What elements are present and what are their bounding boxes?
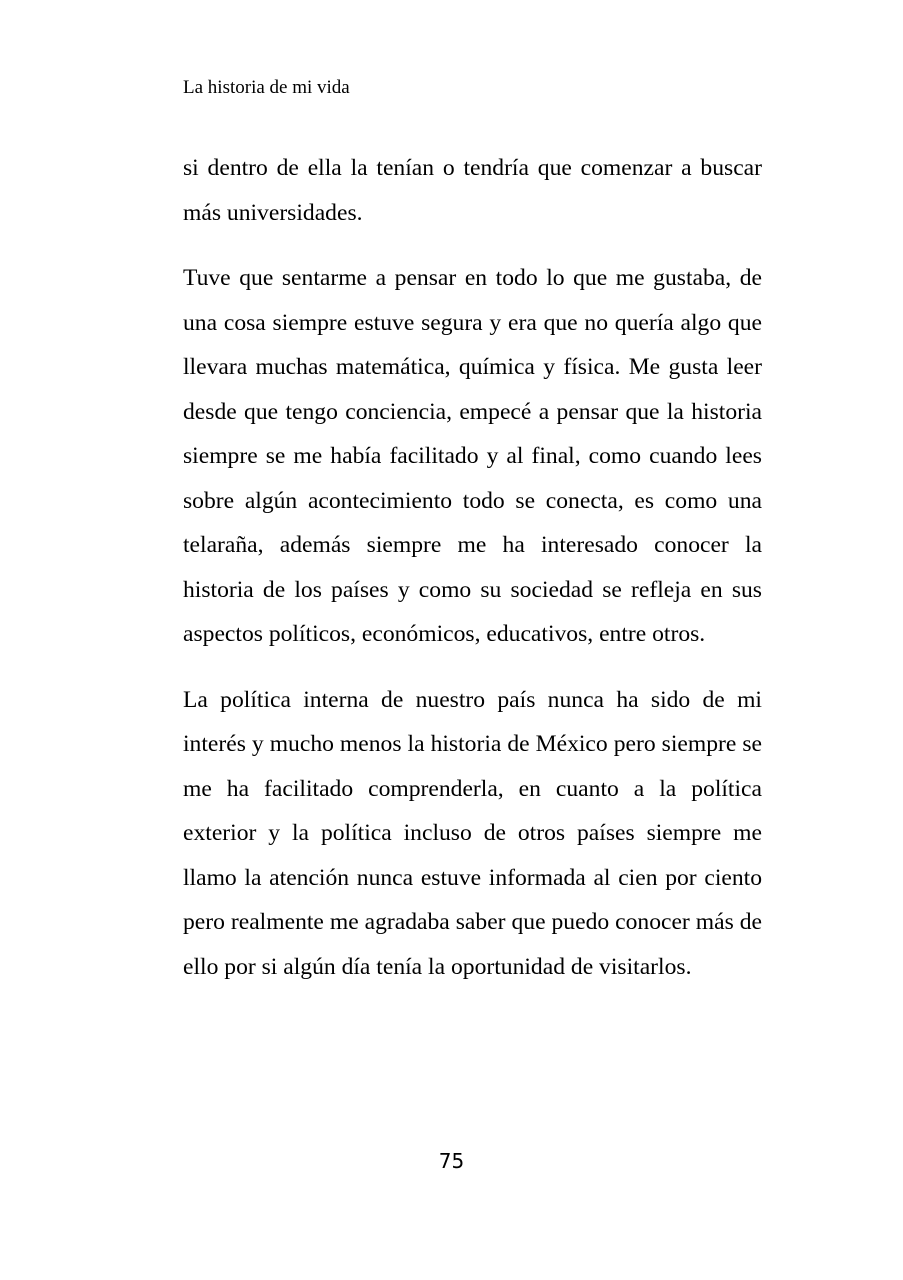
paragraph-3: La política interna de nuestro país nunca ha sido de mi interés y mucho menos la historia de México pero siempre se me ha facilitado comprenderla, en cuanto a la política exterior y la política incluso de otros países siempre me llamo la atención nunca estuve informada al cien por ciento pero realmente me agradaba saber que puedo conocer más de ello por si algún día tenía la oportunidad de visitarlos. [183, 686, 762, 980]
page-number: 75 [438, 1149, 465, 1173]
body-text [183, 146, 762, 1010]
running-header-title: La historia de mi vida [183, 77, 350, 98]
paragraph-1: si dentro de ella la tenían o tendría que comenzar a buscar más universidades. [183, 155, 762, 226]
paragraph-2: Tuve que sentarme a pensar en todo lo que me gustaba, de una cosa siempre estuve segura y era que no quería algo que llevara muchas matemática, química y física. Me gusta leer desde que tengo conciencia, empecé a pensar que la historia siempre se me había facilitado y al final, como cuando lees sobre algún acontecimiento todo se conecta, es como una telaraña, además siempre me ha interesado conocer la historia de los países y como su sociedad se refleja en sus aspectos políticos, económicos, educativos, entre otros. [183, 265, 762, 647]
